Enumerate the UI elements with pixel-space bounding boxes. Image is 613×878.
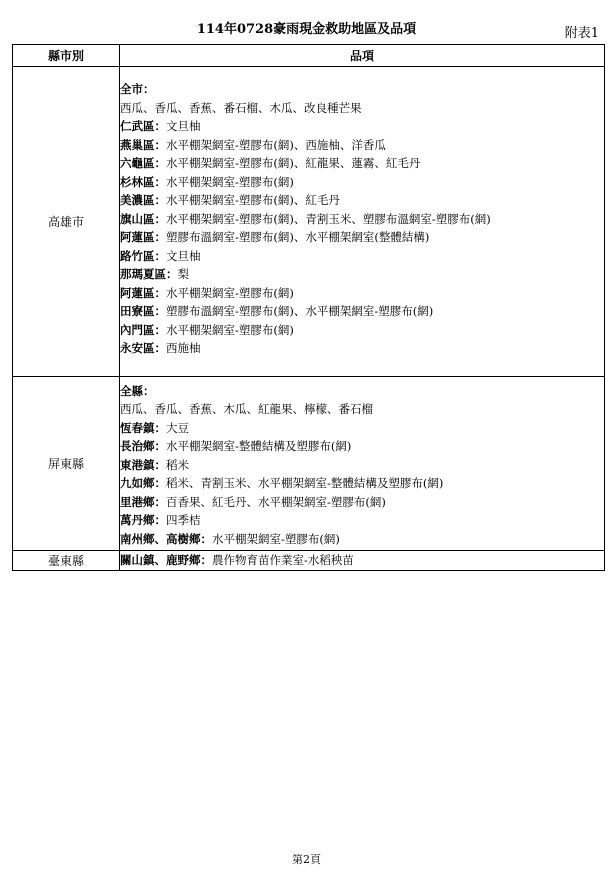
item-text: 西瓜、香瓜、香蕉、木瓜、紅龍果、檸檬、番石榴 bbox=[120, 402, 373, 416]
item-text: 塑膠布溫網室-塑膠布(網)、水平棚架網室-塑膠布(網) bbox=[166, 304, 434, 318]
district-label: 阿蓮區： bbox=[120, 230, 166, 244]
district-label: 萬丹鄉： bbox=[120, 513, 166, 527]
table-row bbox=[13, 551, 605, 571]
item-line bbox=[120, 210, 604, 229]
item-text: 四季桔 bbox=[166, 513, 201, 527]
item-text: 水平棚架網室-塑膠布(網) bbox=[212, 531, 340, 546]
district-label: 恆春鎮： bbox=[120, 420, 166, 435]
district-label: 內門區： bbox=[120, 322, 166, 337]
items-cell bbox=[120, 551, 605, 571]
district-label: 六龜區： bbox=[120, 156, 166, 170]
page-title: 114年0728豪雨現金救助地區及品項 bbox=[196, 22, 417, 37]
item-text: 西施柚 bbox=[166, 341, 201, 355]
item-text: 塑膠布溫網室-塑膠布(網)、水平棚架網室(整體結構) bbox=[166, 230, 430, 244]
district-label: 美濃區： bbox=[120, 193, 166, 207]
county-cell: 臺東縣 bbox=[13, 551, 120, 571]
header-county: 縣市別 bbox=[13, 45, 120, 67]
items-cell bbox=[120, 376, 605, 551]
item-line bbox=[120, 265, 604, 284]
annex-label: 附表1 bbox=[564, 26, 599, 41]
item-text: 水平棚架網室-塑膠布(網) bbox=[166, 174, 294, 189]
item-line bbox=[120, 419, 604, 438]
item-text: 文旦柚 bbox=[166, 119, 201, 133]
item-text: 大豆 bbox=[166, 420, 189, 435]
item-text: 水平棚架網室-整體結構及塑膠布(網) bbox=[166, 439, 352, 453]
item-text: 稻米、青割玉米、水平棚架網室-整體結構及塑膠布(網) bbox=[166, 476, 444, 490]
item-text: 水平棚架網室-塑膠布(網)、紅龍果、蓮霧、紅毛丹 bbox=[166, 156, 421, 170]
district-label: 南州鄉、高樹鄉： bbox=[120, 531, 212, 546]
county-cell: 屏東縣 bbox=[13, 376, 120, 551]
item-text: 百香果、紅毛丹、水平棚架網室-塑膠布(網) bbox=[166, 494, 386, 509]
district-label: 那瑪夏區： bbox=[120, 267, 178, 281]
item-line bbox=[120, 474, 604, 493]
table-header-row bbox=[13, 45, 605, 67]
district-label: 長治鄉： bbox=[120, 439, 166, 453]
table-row bbox=[13, 376, 605, 551]
county-cell: 高雄市 bbox=[13, 67, 120, 377]
item-text: 水平棚架網室-塑膠布(網) bbox=[166, 322, 294, 337]
item-text: 梨 bbox=[177, 267, 189, 281]
item-text: 西瓜、香瓜、香蕉、番石榴、木瓜、改良種芒果 bbox=[120, 100, 362, 115]
item-text: 水平棚架網室-塑膠布(網)、西施柚、洋香瓜 bbox=[166, 137, 386, 152]
item-line bbox=[120, 382, 604, 401]
header-items: 品項 bbox=[120, 45, 605, 67]
district-label: 田寮區： bbox=[120, 304, 166, 318]
district-label: 全市： bbox=[120, 82, 155, 96]
district-label: 阿蓮區： bbox=[120, 285, 166, 300]
item-line bbox=[120, 136, 604, 155]
item-line bbox=[120, 437, 604, 456]
district-label: 九如鄉： bbox=[120, 476, 166, 490]
item-line bbox=[120, 400, 604, 419]
table-row bbox=[13, 67, 605, 377]
item-line bbox=[120, 551, 604, 570]
district-label: 燕巢區： bbox=[120, 137, 166, 152]
item-text: 水平棚架網室-塑膠布(網) bbox=[166, 285, 294, 300]
item-text: 水平棚架網室-塑膠布(網)、青割玉米、塑膠布溫網室-塑膠布(網) bbox=[166, 211, 491, 226]
item-line bbox=[120, 456, 604, 475]
item-line bbox=[120, 339, 604, 358]
district-label: 永安區： bbox=[120, 341, 166, 355]
district-label: 東港鎮： bbox=[120, 457, 166, 472]
item-line bbox=[120, 80, 604, 99]
district-label: 全縣： bbox=[120, 383, 155, 398]
district-label: 旗山區： bbox=[120, 211, 166, 226]
district-label: 里港鄉： bbox=[120, 494, 166, 509]
item-line bbox=[120, 530, 604, 549]
item-line bbox=[120, 228, 604, 247]
item-line bbox=[120, 284, 604, 303]
district-label: 路竹區： bbox=[120, 248, 166, 263]
item-line bbox=[120, 173, 604, 192]
item-line bbox=[120, 247, 604, 266]
page-number: 第2頁 bbox=[292, 853, 321, 866]
item-text: 稻米 bbox=[166, 457, 189, 472]
item-line bbox=[120, 321, 604, 340]
district-label: 關山鎮、鹿野鄉： bbox=[120, 553, 212, 567]
item-text: 水平棚架網室-塑膠布(網)、紅毛丹 bbox=[166, 193, 340, 207]
district-label: 仁武區： bbox=[120, 119, 166, 133]
items-cell bbox=[120, 67, 605, 377]
item-text: 農作物育苗作業室-水稻秧苗 bbox=[212, 553, 354, 567]
item-line bbox=[120, 154, 604, 173]
relief-table bbox=[12, 44, 605, 571]
item-line bbox=[120, 99, 604, 118]
item-line bbox=[120, 493, 604, 512]
district-label: 杉林區： bbox=[120, 174, 166, 189]
item-line bbox=[120, 117, 604, 136]
item-line bbox=[120, 191, 604, 210]
item-text: 文旦柚 bbox=[166, 248, 201, 263]
item-line bbox=[120, 511, 604, 530]
item-line bbox=[120, 302, 604, 321]
